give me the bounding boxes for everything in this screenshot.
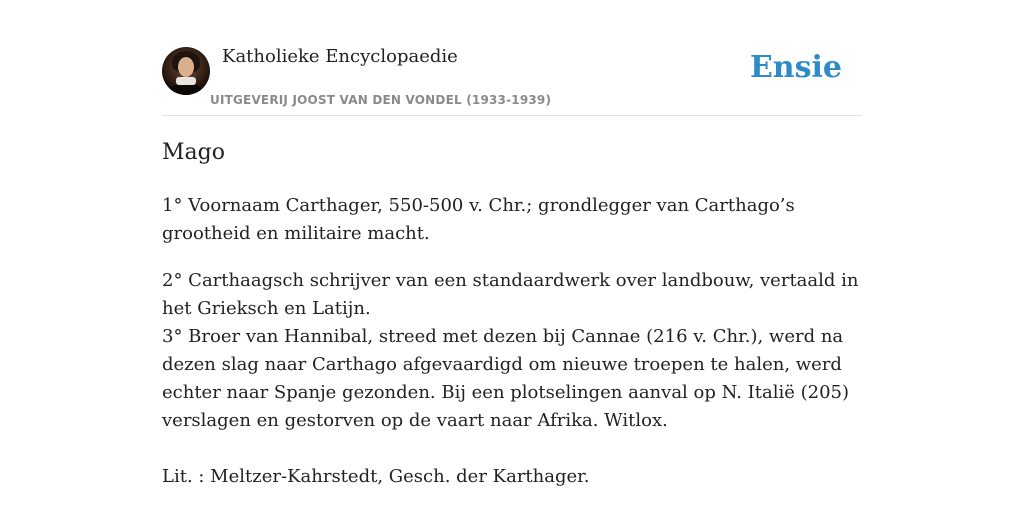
page-title: Mago xyxy=(162,140,225,165)
encyclopedia-name[interactable]: Katholieke Encyclopaedie xyxy=(222,46,458,67)
article-paragraph-1: 1° Voornaam Carthager, 550-500 v. Chr.; grondlegger van Carthago’s grootheid en militaire macht. xyxy=(162,195,795,244)
article-body xyxy=(162,192,862,491)
article-paragraph-2: 2° Carthaagsch schrijver van een standaardwerk over landbouw, vertaald in het Grieksch en Latijn. xyxy=(162,270,859,319)
article-paragraph-3: 3° Broer van Hannibal, streed met dezen bij Cannae (216 v. Chr.), werd na dezen slag naar Carthago afgevaardigd om nieuwe troepen te halen, werd echter naar Spanje gezonden. Bij een plotselingen aanval op N. Italië (205) verslagen en gestorven op de vaart naar Afrika. Witlox. xyxy=(162,326,850,431)
article-page xyxy=(162,0,862,512)
publisher-label: UITGEVERIJ JOOST VAN DEN VONDEL (1933-1939) xyxy=(210,93,552,107)
ensie-logo[interactable]: Ensie xyxy=(749,50,842,85)
author-avatar[interactable] xyxy=(162,47,210,95)
header-divider xyxy=(162,115,862,116)
literature-reference: Lit. : Meltzer-Kahrstedt, Gesch. der Karthager. xyxy=(162,466,590,487)
